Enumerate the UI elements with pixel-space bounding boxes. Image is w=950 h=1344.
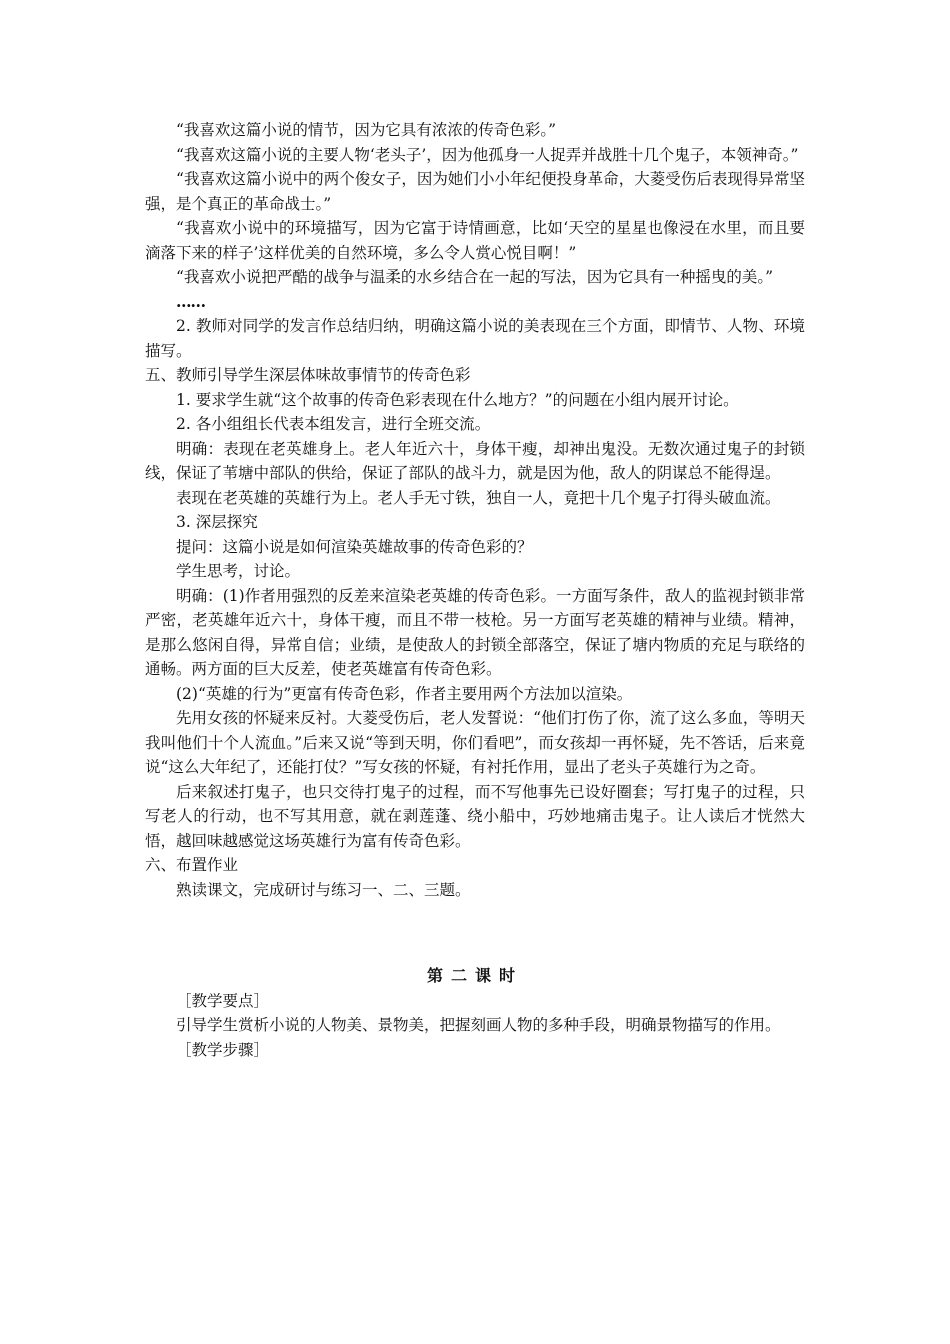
- steps-label: ［教学步骤］: [176, 1040, 270, 1059]
- section-5-heading: 五、教师引导学生深层体味故事情节的传奇色彩: [145, 366, 471, 384]
- ellipsis: ……: [176, 291, 205, 311]
- quote-paragraph-2: “我喜欢这篇小说的主要人物‘老头子’，因为他孤身一人捉弄并战胜十几个鬼子，本领神奇。”: [176, 145, 799, 164]
- section-5-item-2: 2. 各小组组长代表本组发言，进行全班交流。: [176, 415, 491, 433]
- section-gap: [145, 902, 805, 964]
- quote-paragraph-4: “我喜欢小说中的环境描写，因为它富于诗情画意，比如‘天空的星星也像浸在水里，而且要滴落下来的样子’这样优美的自然环境，多么令人赏心悦目啊！”: [145, 219, 805, 262]
- section-5-item-8: 明确：(1)作者用强烈的反差来渲染老英雄的传奇色彩。一方面写条件，敌人的监视封锁非常严密，老英雄年近六十，身体干瘦，而且不带一枝枪。另一方面写老英雄的精神与业绩。精神，是那么悠闲自得，异常自信；业绩，是使敌人的封锁全部落空，保证了塘内物质的充足与联络的通畅。两方面的巨大反差，使老英雄富有传奇色彩。: [145, 586, 805, 678]
- section-5-item-5: 3. 深层探究: [176, 513, 258, 531]
- section-5-item-7: 学生思考，讨论。: [176, 562, 301, 580]
- step-2-summary: 2. 教师对同学的发言作总结归纳，明确这篇小说的美表现在三个方面，即情节、人物、环境描写。: [145, 317, 805, 360]
- section-5-item-1: 1. 要求学生就“这个故事的传奇色彩表现在什么地方？”的问题在小组内展开讨论。: [176, 390, 739, 409]
- quote-paragraph-1: “我喜欢这篇小说的情节，因为它具有浓浓的传奇色彩。”: [176, 121, 557, 139]
- section-6-heading: 六、布置作业: [145, 856, 239, 874]
- section-5-item-11: 后来叙述打鬼子，也只交待打鬼子的过程，而不写他事先已设好圈套；写打鬼子的过程，只写老人的行动，也不写其用意，就在剥莲蓬、绕小船中，巧妙地痛击鬼子。让人读后才恍然大悟，越回味越感觉这场英雄行为富有传奇色彩。: [145, 782, 805, 850]
- section-5-item-9: (2)“英雄的行为”更富有传奇色彩，作者主要用两个方法加以渲染。: [176, 684, 633, 703]
- section-6-item-1: 熟读课文，完成研讨与练习一、二、三题。: [176, 880, 471, 899]
- quote-paragraph-5: “我喜欢小说把严酷的战争与温柔的水乡结合在一起的写法，因为它具有一种摇曳的美。”: [176, 268, 774, 286]
- key-points-text: 引导学生赏析小说的人物美、景物美，把握刻画人物的多种手段，明确景物描写的作用。: [176, 1016, 781, 1034]
- document-page: [145, 118, 805, 1062]
- section-5-item-4: 表现在老英雄的英雄行为上。老人手无寸铁，独自一人，竟把十几个鬼子打得头破血流。: [176, 488, 781, 507]
- section-5-item-3: 明确：表现在老英雄身上。老人年近六十，身体干瘦，却神出鬼没。无数次通过鬼子的封锁线，保证了苇塘中部队的供给，保证了部队的战斗力，就是因为他，敌人的阴谋总不能得逞。: [145, 439, 805, 482]
- section-5-item-10: 先用女孩的怀疑来反衬。大菱受伤后，老人发誓说：“他们打伤了你，流了这么多血，等明天我叫他们十个人流血。”后来又说“等到天明，你们看吧”，而女孩却一再怀疑，先不答话，后来竟说“这么大年纪了，还能打仗？”写女孩的怀疑，有衬托作用，显出了老头子英雄行为之奇。: [145, 709, 805, 776]
- section-5-item-6: 提问：这篇小说是如何渲染英雄故事的传奇色彩的？: [176, 537, 533, 556]
- key-points-label: ［教学要点］: [176, 991, 270, 1010]
- quote-paragraph-3: “我喜欢这篇小说中的两个俊女子，因为她们小小年纪便投身革命，大菱受伤后表现得异常坚强，是个真正的革命战士。”: [145, 170, 805, 213]
- lesson-2-title: 第二课时: [426, 966, 523, 985]
